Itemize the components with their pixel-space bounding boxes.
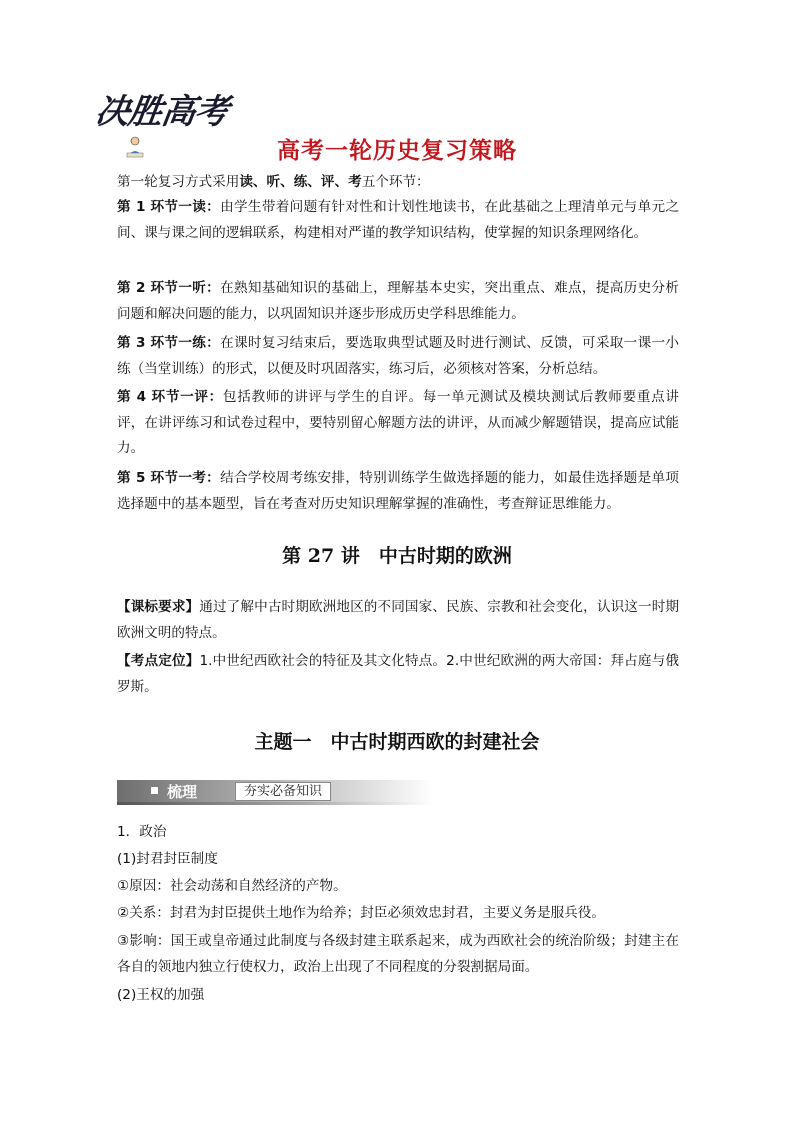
focus-text: 1.中世纪西欧社会的特征及其文化特点。2.中世纪欧洲的两大帝国：拜占庭与俄罗斯。 (117, 653, 680, 695)
topic-title: 主题一 中古时期西欧的封建社会 (254, 731, 540, 753)
step-label: 第 4 环节一评： (117, 389, 223, 405)
intro-paragraph (117, 170, 679, 196)
banner-label: 梳理 (167, 783, 198, 801)
step-text: 结合学校周考练安排，特别训练学生做选择题的能力，如最佳选择题是单项选择题中的基本题型，旨在考查对历史知识理解掌握的准确性，考查辩证思维能力。 (117, 470, 679, 512)
requirements-text: 通过了解中古时期欧洲地区的不同国家、民族、宗教和社会变化，认识这一时期欧洲文明的特点。 (117, 599, 680, 641)
content-line: ②关系：封君为封臣提供土地作为给养；封臣必须效忠封君，主要义务是服兵役。 (117, 905, 605, 921)
intro-bold: 读、听、练、评、考 (239, 174, 362, 190)
exam-focus (117, 649, 679, 700)
intro-prefix: 第一轮复习方式采用 (117, 174, 240, 190)
step-label: 第 2 环节一听： (117, 280, 221, 296)
step-text: 由学生带着问题有针对性和计划性地读书，在此基础之上理清单元与单元之间、课与课之间的逻辑联系，构建相对严谨的教学知识结构，使掌握的知识条理网络化。 (117, 199, 679, 241)
step-1 (117, 195, 679, 246)
focus-label: 【考点定位】 (117, 653, 200, 669)
intro-suffix: 五个环节： (361, 174, 430, 190)
section-banner (117, 780, 433, 804)
content-line: ③影响：国王或皇帝通过此制度与各级封建主联系起来，成为西欧社会的统治阶级；封建主在各自的领地内独立行使权力，政治上出现了不同程度的分裂割据局面。 (117, 933, 679, 975)
square-bullet-icon (151, 787, 158, 794)
requirements-label: 【课标要求】 (117, 599, 200, 615)
banner-underline (117, 802, 433, 805)
step-text: 在课时复习结束后，要选取典型试题及时进行测试、反馈，可采取一课一小练（当堂训练）的形式，以便及时巩固落实，练习后，必须核对答案，分析总结。 (117, 335, 679, 377)
content-line: ①原因：社会动荡和自然经济的产物。 (117, 878, 347, 894)
curriculum-requirements (117, 595, 679, 646)
step-4 (117, 385, 679, 462)
lecture-title: 第 27 讲 中古时期的欧洲 (282, 545, 512, 567)
logo-text: 决胜高考 (92, 92, 231, 132)
step-text: 在熟知基础知识的基础上，理解基本史实，突出重点、难点，提高历史分析问题和解决问题的能力，以巩固知识并逐步形成历史学科思维能力。 (117, 280, 679, 322)
page-title: 高考一轮历史复习策略 (277, 138, 517, 164)
banner-box: 夯实必备知识 (235, 782, 331, 801)
step-5 (117, 466, 679, 517)
content-line: (1)封君封臣制度 (117, 851, 218, 867)
step-text: 包括教师的讲评与学生的自评。每一单元测试及模块测试后教师要重点讲评，在讲评练习和试卷过程中，要特别留心解题方法的讲评，从而减少解题错误，提高应试能力。 (117, 389, 679, 456)
step-3 (117, 331, 679, 382)
content-line: (2)王权的加强 (117, 987, 205, 1003)
step-2 (117, 276, 679, 327)
step-label: 第 5 环节一考： (117, 470, 221, 486)
step-label: 第 1 环节一读： (117, 199, 221, 215)
step-label: 第 3 环节一练： (117, 335, 221, 351)
content-line: 1．政治 (117, 824, 167, 840)
